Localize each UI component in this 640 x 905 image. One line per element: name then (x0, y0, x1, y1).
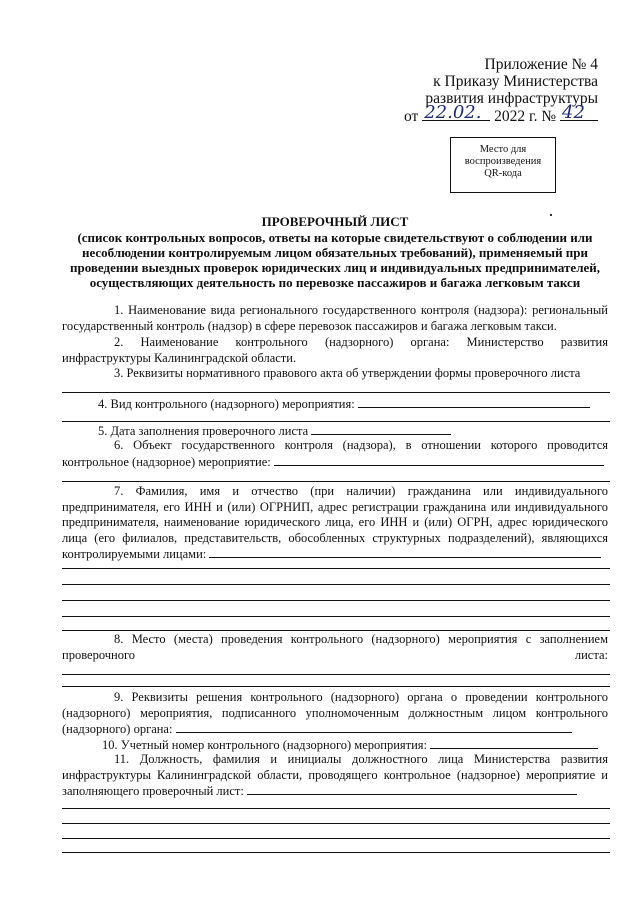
title-subtext-1: (список контрольных вопросов, ответы на которые свидетельствуют о соблюдении или (77, 230, 593, 245)
qr-code-placeholder (450, 137, 556, 193)
item-8-fill-line-2 (62, 686, 610, 687)
item-11-fill-line-3 (62, 838, 610, 839)
item-7-controlled-person (62, 484, 608, 563)
item-4-label: 4. Вид контрольного (надзорного) мероприятия: (98, 397, 355, 411)
qr-line-3: QR-кода (484, 168, 522, 179)
item-7-fill-line-2 (62, 584, 610, 585)
date-field (422, 102, 490, 123)
ministry-name: развития инфраструктуры (425, 90, 598, 107)
order-date-line (404, 102, 598, 126)
item-7-input-line[interactable] (209, 546, 601, 558)
order-reference: к Приказу Министерства (433, 73, 598, 90)
item-6-object (62, 438, 608, 470)
item-11-fill-line-2 (62, 823, 610, 824)
handwritten-number: 42 (562, 102, 585, 123)
item-11-fill-line-1 (62, 808, 610, 809)
item-9-input-line[interactable] (176, 721, 572, 733)
item-10-label: 10. Учетный номер контрольного (надзорного) мероприятия: (102, 738, 428, 752)
item-8-label: 8. Место (места) проведения контрольного (надзорного) мероприятия с заполнением проверочного листа: (62, 632, 608, 662)
title-subtext-4: осуществляющих деятельность по перевозке пассажиров и багажа легковым такси (89, 275, 581, 290)
item-7-fill-line-1 (62, 568, 610, 569)
document-title: ПРОВЕРОЧНЫЙ ЛИСТ (261, 214, 409, 229)
item-3-fill-line (62, 392, 610, 393)
date-prefix: от (404, 108, 419, 125)
item-10-input-line[interactable] (430, 737, 598, 749)
item-4-event-type (62, 396, 608, 413)
item-4-input-line[interactable] (358, 396, 590, 408)
item-7-fill-line-4 (62, 616, 610, 617)
title-subtext-3: проведении выездных проверок юридических лиц и индивидуальных предпринимателей, (70, 260, 600, 275)
item-6-label: 6. Объект государственного контроля (надзора), в отношении которого проводится контрольное (надзорное) мероприятие: (62, 438, 608, 469)
item-7-fill-line-3 (62, 600, 610, 601)
item-8-fill-line-1 (62, 674, 610, 675)
item-5-input-line[interactable] (311, 423, 451, 435)
item-6-input-line[interactable] (274, 454, 604, 466)
handwritten-date: 22.02. (424, 102, 482, 123)
item-4-fill-line (62, 421, 610, 422)
item-11-label: 11. Должность, фамилия и инициалы должностного лица Министерства развития инфраструктуры Калининградской области, проводящего контрольное (надзорное) мероприятие и заполняющего проверочный лист: (62, 752, 608, 798)
item-9-decision (62, 690, 608, 738)
item-5-label: 5. Дата заполнения проверочного листа (98, 424, 309, 438)
item-7-fill-line-5 (62, 630, 610, 631)
appendix-number: Приложение № 4 (484, 56, 598, 73)
item-8-location (62, 632, 608, 680)
year-text: 2022 г. № (494, 108, 557, 125)
item-1-control-type: 1. Наименование вида регионального государственного контроля (надзора): региональный государственный контроль (надзор) в сфере перевозок пассажиров и багажа легковым такси. (62, 303, 608, 333)
qr-line-1: Место для (479, 144, 527, 155)
item-3-legal-act: 3. Реквизиты нормативного правового акта об утверждении формы проверочного листа (114, 366, 581, 380)
title-subtext-2: несоблюдении контролируемым лицом обязательных требований), применяемый при (81, 245, 589, 260)
item-11-official (62, 752, 608, 800)
item-6-fill-line (62, 481, 610, 482)
item-7-label: 7. Фамилия, имя и отчество (при наличии) гражданина или индивидуального предпринимателя, его ИНН и (или) ОГРНИП, адрес регистрации гражданина или индивидуального предпринимателя, наименование юридического лица, его ИНН и (или) ОГРН, адрес юридического лица (его филиалов, представительств, обособленных структурных подразделений), являющихся контролируемыми лицами: (62, 484, 608, 561)
qr-line-2: воспроизведения (464, 156, 542, 167)
item-9-label: 9. Реквизиты решения контрольного (надзорного) органа о проведении контрольного (надзорного) мероприятия, подписанного уполномоченным должностным лицом контрольного (надзорного) органа: (62, 690, 608, 736)
number-field (560, 102, 598, 123)
item-11-fill-line-4 (62, 852, 610, 853)
item-2-authority: 2. Наименование контрольного (надзорного) органа: Министерство развития инфраструктуры Калининградской области. (62, 335, 608, 365)
item-11-input-line[interactable] (247, 783, 577, 795)
